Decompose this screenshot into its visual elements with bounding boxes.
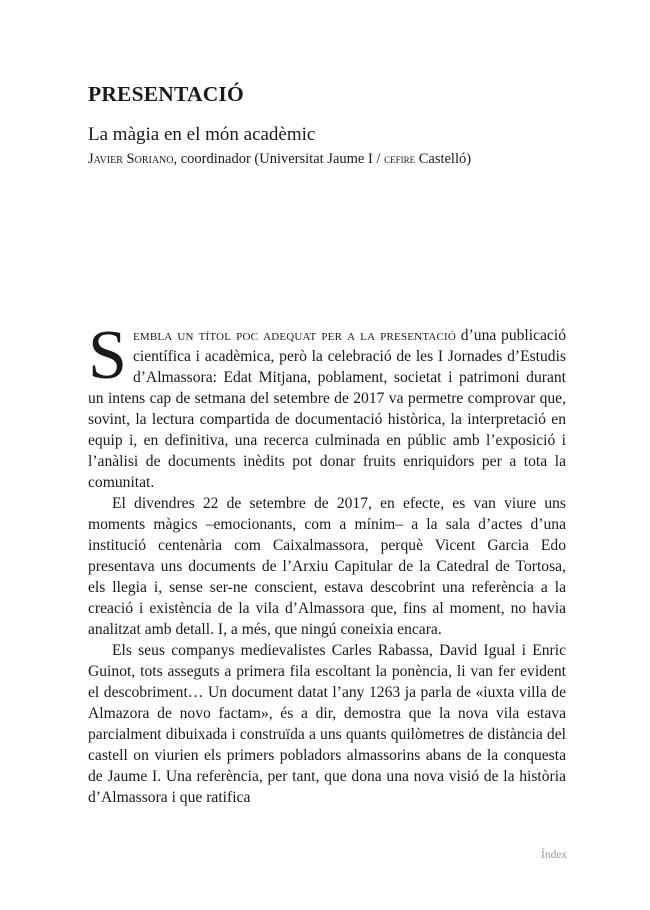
lead-in-smallcaps: embla un títol poc adequat per a la presentació bbox=[132, 327, 457, 344]
paragraph-1 bbox=[88, 317, 566, 493]
article-title: La màgia en el món acadèmic bbox=[88, 124, 316, 145]
index-link[interactable]: Índex bbox=[541, 849, 568, 861]
article-body bbox=[88, 317, 566, 808]
author-org: cefire bbox=[384, 151, 416, 166]
paragraph-1-text: d’una publicació científica i acadèmica, però la celebració de les I Jornades d’Estudis d’Almassora: Edat Mitjana, poblament, societat i patrimoni durant un intens cap de setmana del setembre de 2017 va permetre comprovar que, sovint, la lectura compartida de documentació històrica, la interpretació en equip i, en definitiva, una recerca culminada en públic amb l’exposició i l’anàlisi de documents inèdits pot donar fruits enriquidors per a tota la comunitat. bbox=[88, 327, 566, 491]
paragraph-2: El divendres 22 de setembre de 2017, en efecte, es van viure uns moments màgics –emocionants, com a mínim– a la sala d’actes d’una institució centenària com Caixalmassora, perquè Vicent Garcia Edo presentava uns documents de l’Arxiu Capitular de la Catedral de Tortosa, els llegia i, sense ser-ne conscient, estava descobrint una referència a la creació i existència de la vila d’Almassora que, fins al moment, no havia analitzat amb detall. I, a més, que ningú coneixia encara. bbox=[88, 495, 566, 638]
author-name: Javier Soriano bbox=[88, 151, 174, 167]
section-title: PRESENTACIÓ bbox=[88, 82, 244, 106]
author-place: Castelló) bbox=[415, 151, 472, 167]
author-line bbox=[88, 151, 471, 168]
author-role: , coordinador (Universitat Jaume I / bbox=[173, 151, 385, 167]
drop-cap: S bbox=[88, 317, 127, 394]
paragraph-3: Els seus companys medievalistes Carles Rabassa, David Igual i Enric Guinot, tots asseguts a primera fila escoltant la ponència, li van fer evident el descobriment… Un document datat l’any 1263 ja parla de «iuxta villa de Almazora de novo factam», és a dir, demostra que la nova vila estava parcialment dibuixada i construïda a uns quants quilòmetres de distància del castell on viurien els primers pobladors almassorins abans de la conquesta de Jaume I. Una referència, per tant, que dona una nova visió de la història d’Almassora i que ratifica bbox=[88, 642, 566, 806]
